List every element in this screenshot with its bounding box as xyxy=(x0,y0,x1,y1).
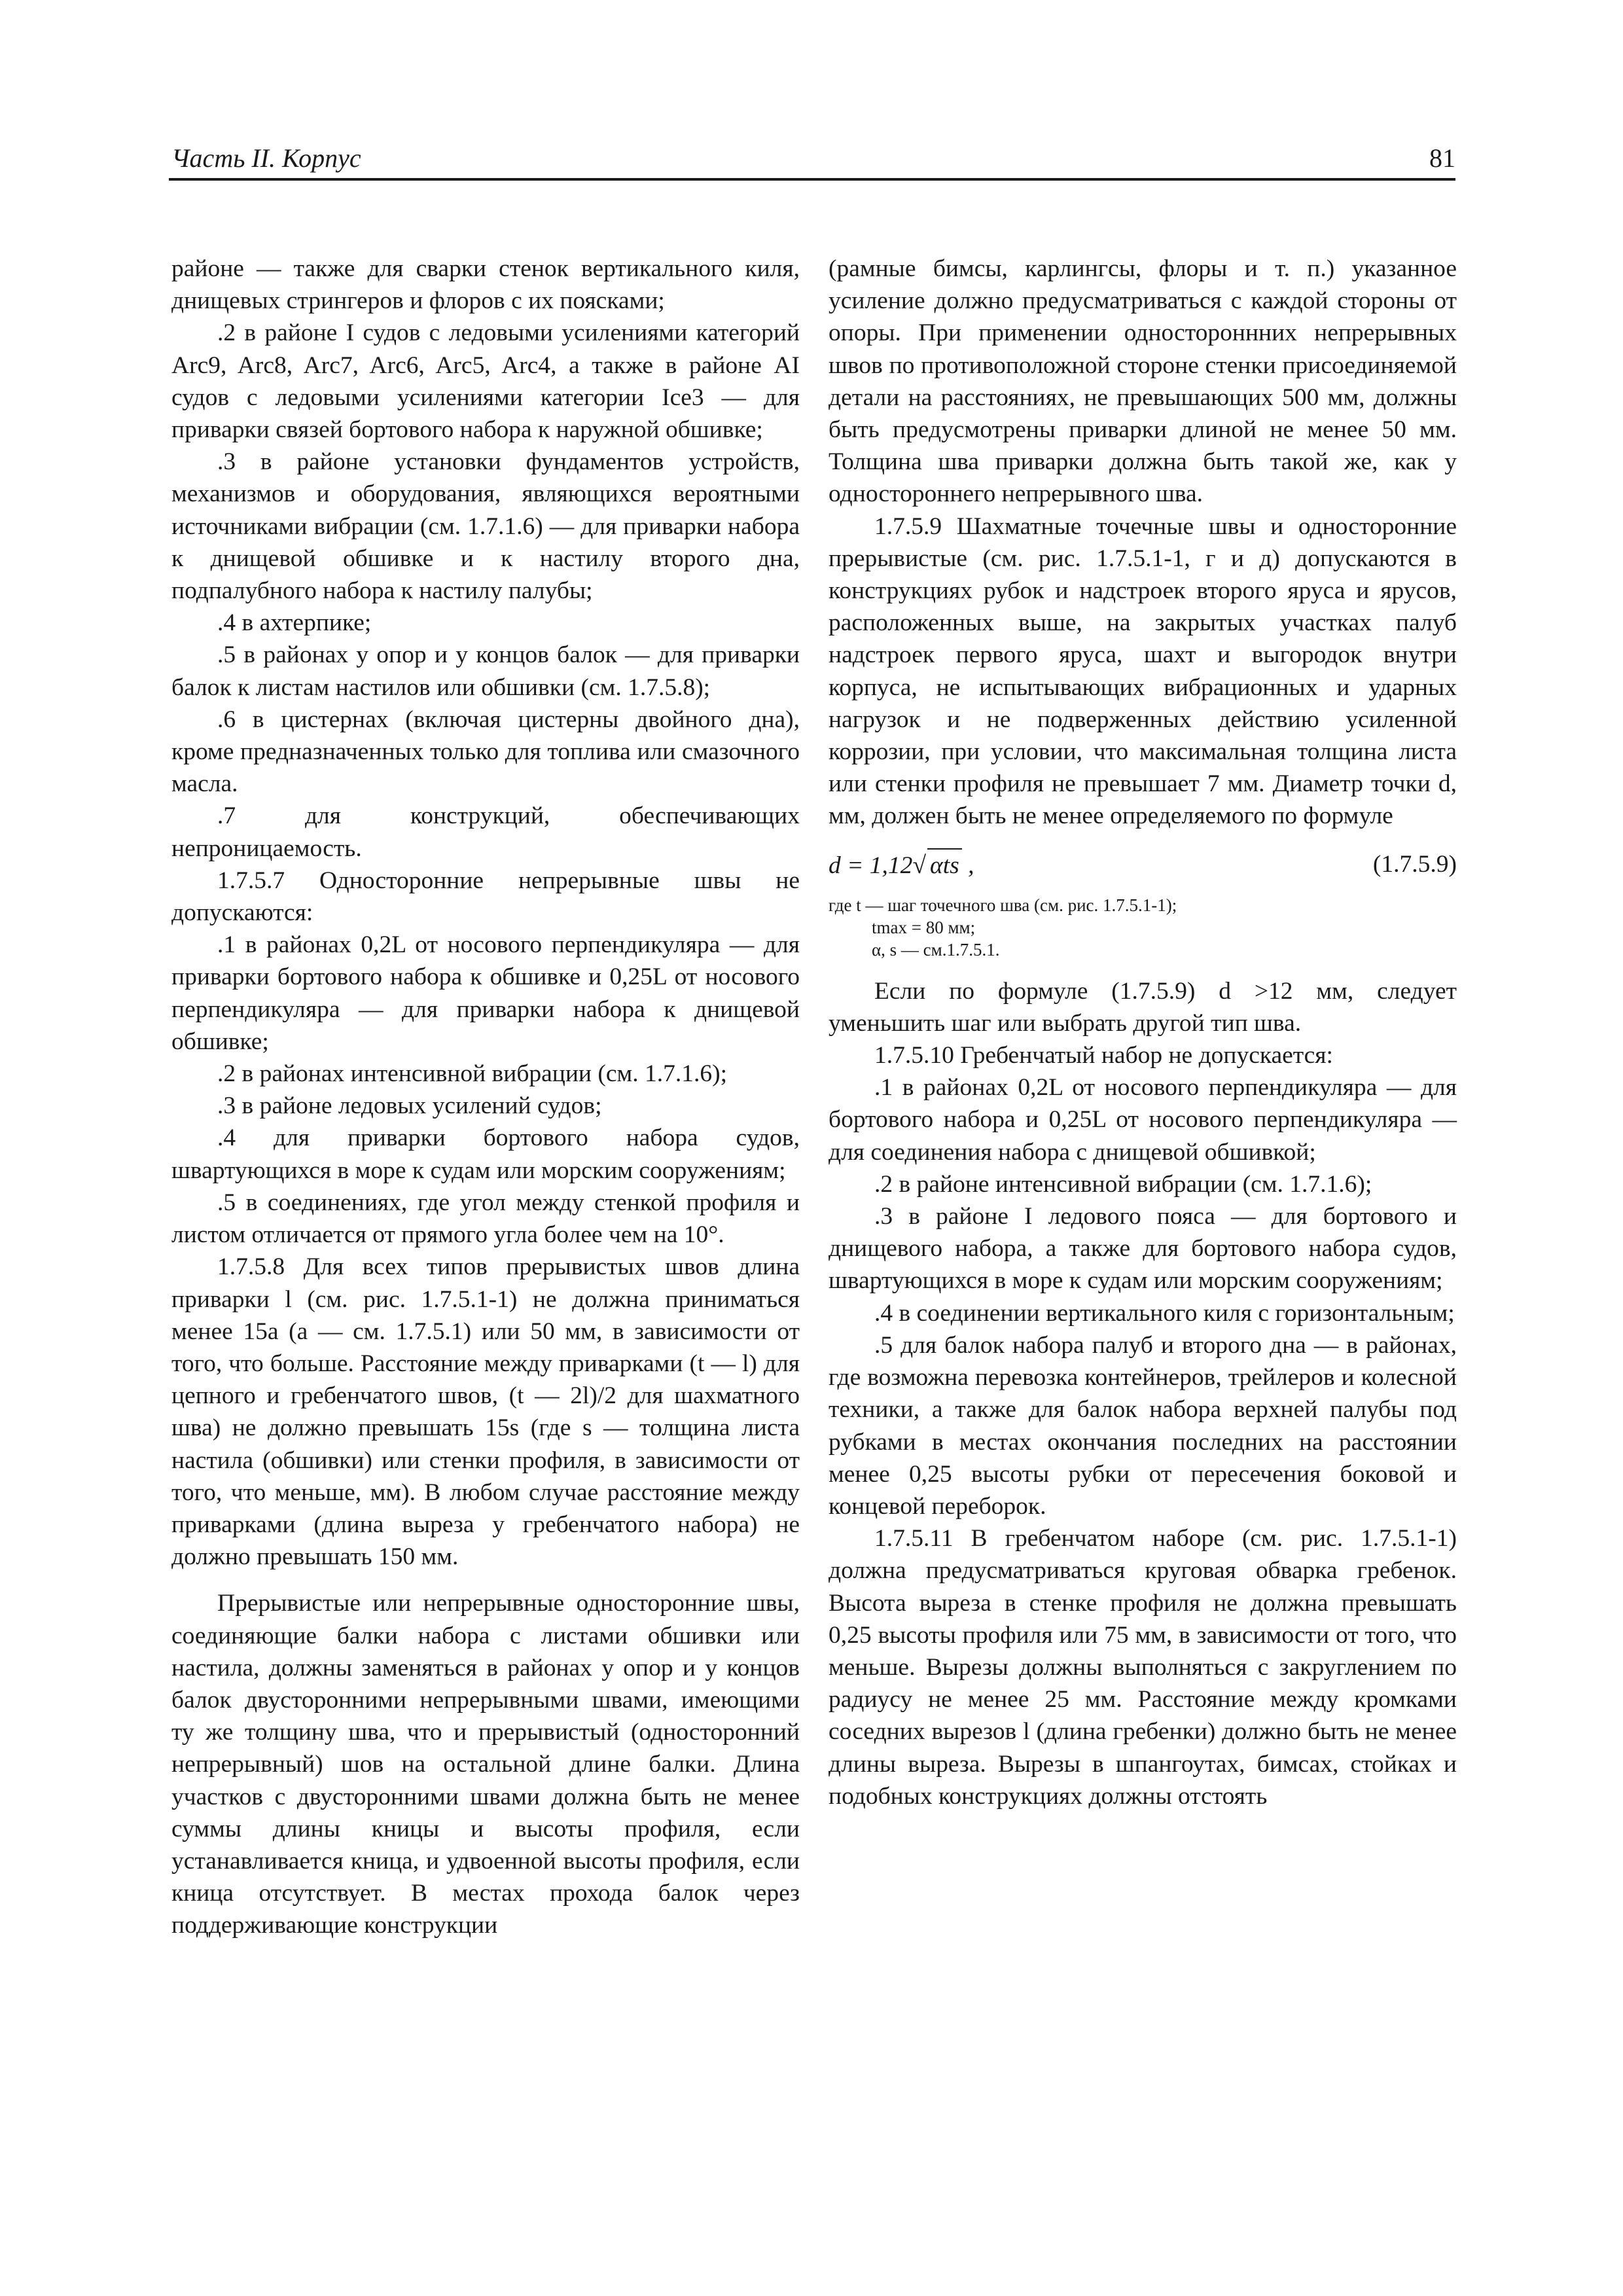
right-column-text-before-formula xyxy=(829,253,1457,833)
paragraph: .6 в цистернах (включая цистерны двойного дна), кроме предназначенных только для топлива или смазочного масла. xyxy=(171,706,800,798)
formula-number: (1.7.5.9) xyxy=(1372,850,1457,878)
paragraph: .2 в районе интенсивной вибрации (см. 1.7.1.6); xyxy=(874,1170,1372,1198)
page-number: 81 xyxy=(1429,143,1455,173)
paragraph: 1.7.5.11 В гребенчатом наборе (см. рис. 1.7.5.1-1) должна предусматриваться круговая обварка гребенок. Высота выреза в стенке профиля не должна превышать 0,25 высоты профиля или 75 мм, в зависимости от того, что меньше. Вырезы должны выполняться с закруглением по радиусу не менее 25 мм. Расстояние между кромками соседних вырезов l (длина гребенки) должно быть не менее длины выреза. Вырезы в шпангоутах, бимсах, стойках и подобных конструкциях должны отстоять xyxy=(829,1525,1457,1810)
paragraph: .1 в районах 0,2L от носового перпендикуляра — для приварки бортового набора к обшивке и 0,25L от носового перпендикуляра — для приварки набора к днищевой обшивке; xyxy=(171,931,800,1055)
paragraph: .3 в районе I ледового пояса — для бортового и днищевого набора, а также для бортового набора судов, швартующихся в море к судам или морским сооружениям; xyxy=(829,1203,1457,1295)
paragraph: .4 для приварки бортового набора судов, швартующихся в море к судам или морским сооружениям; xyxy=(171,1124,800,1184)
paragraph: .7 для конструкций, обеспечивающих непроницаемость. xyxy=(171,802,800,862)
paragraph: .5 для балок набора палуб и второго дна — в районах, где возможна перевозка контейнеров, трейлеров и колесной техники, а также для балок набора верхней палубы под рубками в местах окончания последних на расстоянии менее 0,25 высоты рубки от пересечения боковой и концевой переборок. xyxy=(829,1331,1457,1520)
running-header-title: Часть II. Корпус xyxy=(171,143,361,173)
paragraph: .5 в районах у опор и у концов балок — для приварки балок к листам настилов или обшивки (см. 1.7.5.8); xyxy=(171,641,800,701)
paragraph: .4 в соединении вертикального киля с горизонтальным; xyxy=(874,1299,1455,1327)
paragraph: Если по формуле (1.7.5.9) d >12 мм, следует уменьшить шаг или выбрать другой тип шва. xyxy=(829,977,1457,1037)
paragraph: Прерывистые или непрерывные односторонние швы, соединяющие балки набора с листами обшивки или настила, должны заменяться в районах у опор и у концов балок двусторонними непрерывными швами, имеющими ту же толщину шва, что и прерывистый (односторонний непрерывный) шов на остальной длине балки. Длина участков с двусторонними швами должна быть не менее суммы длины кницы и высоты профиля, если устанавливается кница, и удвоенной высоты профиля, если кница отсутствует. В местах прохода балок через поддерживающие конструкции xyxy=(171,1590,800,1939)
paragraph: .2 в районах интенсивной вибрации (см. 1.7.1.6); xyxy=(217,1060,728,1088)
paragraph: (рамные бимсы, карлингсы, флоры и т. п.) указанное усиление должно предусматриваться с каждой стороны от опоры. При применении одностороннних непрерывных швов по противоположной стороне стенки присоединяемой детали на расстояниях, не превышающих 500 мм, должны быть предусмотрены приварки длиной не менее 50 мм. Толщина шва приварки должна быть такой же, как у одностороннего непрерывного шва. xyxy=(829,255,1457,508)
formula-radicand: αts xyxy=(927,848,962,882)
paragraph: 1.7.5.10 Гребенчатый набор не допускается: xyxy=(874,1042,1333,1069)
paragraph: 1.7.5.9 Шахматные точечные швы и односторонние прерывистые (см. рис. 1.7.5.1-1, г и д) допускаются в конструкциях рубок и надстроек второго яруса и ярусов, расположенных выше, на закрытых участках палуб надстроек первого яруса, шахт и выгородок внутри корпуса, не испытывающих вибрационных и ударных нагрузок и не подверженных действию усиленной коррозии, при условии, что максимальная толщина листа или стенки профиля не превышает 7 мм. Диаметр точки d, мм, должен быть не менее определяемого по формуле xyxy=(829,512,1457,830)
paragraph: 1.7.5.8 Для всех типов прерывистых швов длина приварки l (см. рис. 1.7.5.1-1) не должна приниматься менее 15a (a — см. 1.7.5.1) или 50 мм, в зависимости от того, что больше. Расстояние между приварками (t — l) для цепного и гребенчатого швов, (t — 2l)/2 для шахматного шва) не должно превышать 15s (где s — толщина листа настила (обшивки) или стенки профиля, в зависимости от того, что меньше, мм). В любом случае расстояние между приварками (длина выреза у гребенчатого набора) не должно превышать 150 мм. xyxy=(171,1253,800,1571)
left-column xyxy=(171,253,800,1942)
paragraph: .4 в ахтерпике; xyxy=(217,609,372,637)
paragraph: районе — также для сварки стенок вертикального киля, днищевых стрингеров и флоров с их поясками; xyxy=(171,255,800,315)
formula-lhs: d = 1,12 xyxy=(829,852,913,879)
formula-notes xyxy=(829,894,1457,961)
formula-note: где t — шаг точечного шва (см. рис. 1.7.5.1-1); xyxy=(829,895,1177,915)
formula xyxy=(829,848,1457,890)
header-rule xyxy=(169,178,1455,181)
formula-note: α, s — см.1.7.5.1. xyxy=(872,939,1000,960)
paragraph: .5 в соединениях, где угол между стенкой профиля и листом отличается от прямого угла более чем на 10°. xyxy=(171,1189,800,1249)
paragraph: .2 в районе I судов с ледовыми усилениями категорий Arc9, Arc8, Arc7, Arc6, Arc5, Arc4, а также в районе AI судов с ледовыми усилениями категории Ice3 — для приварки связей бортового набора к наружной обшивке; xyxy=(171,319,800,444)
paragraph: .1 в районах 0,2L от носового перпендикуляра — для бортового набора и 0,25L от носового перпендикуляра — для соединения набора с днищевой обшивкой; xyxy=(829,1074,1457,1166)
formula-note: tmax = 80 мм; xyxy=(872,917,976,937)
paragraph: 1.7.5.7 Односторонние непрерывные швы не допускаются: xyxy=(171,867,800,927)
sqrt-icon: √ xyxy=(912,852,927,879)
formula-expression xyxy=(829,848,974,882)
formula-tail: , xyxy=(968,852,974,879)
paragraph: .3 в районе установки фундаментов устройств, механизмов и оборудования, являющихся вероятными источниками вибрации (см. 1.7.1.6) — для приварки набора к днищевой обшивке и к настилу второго дна, подпалубного набора к настилу палубы; xyxy=(171,448,800,605)
right-column-text-after-formula xyxy=(829,975,1457,1812)
paragraph: .3 в районе ледовых усилений судов; xyxy=(217,1092,602,1120)
right-column xyxy=(829,253,1457,1812)
